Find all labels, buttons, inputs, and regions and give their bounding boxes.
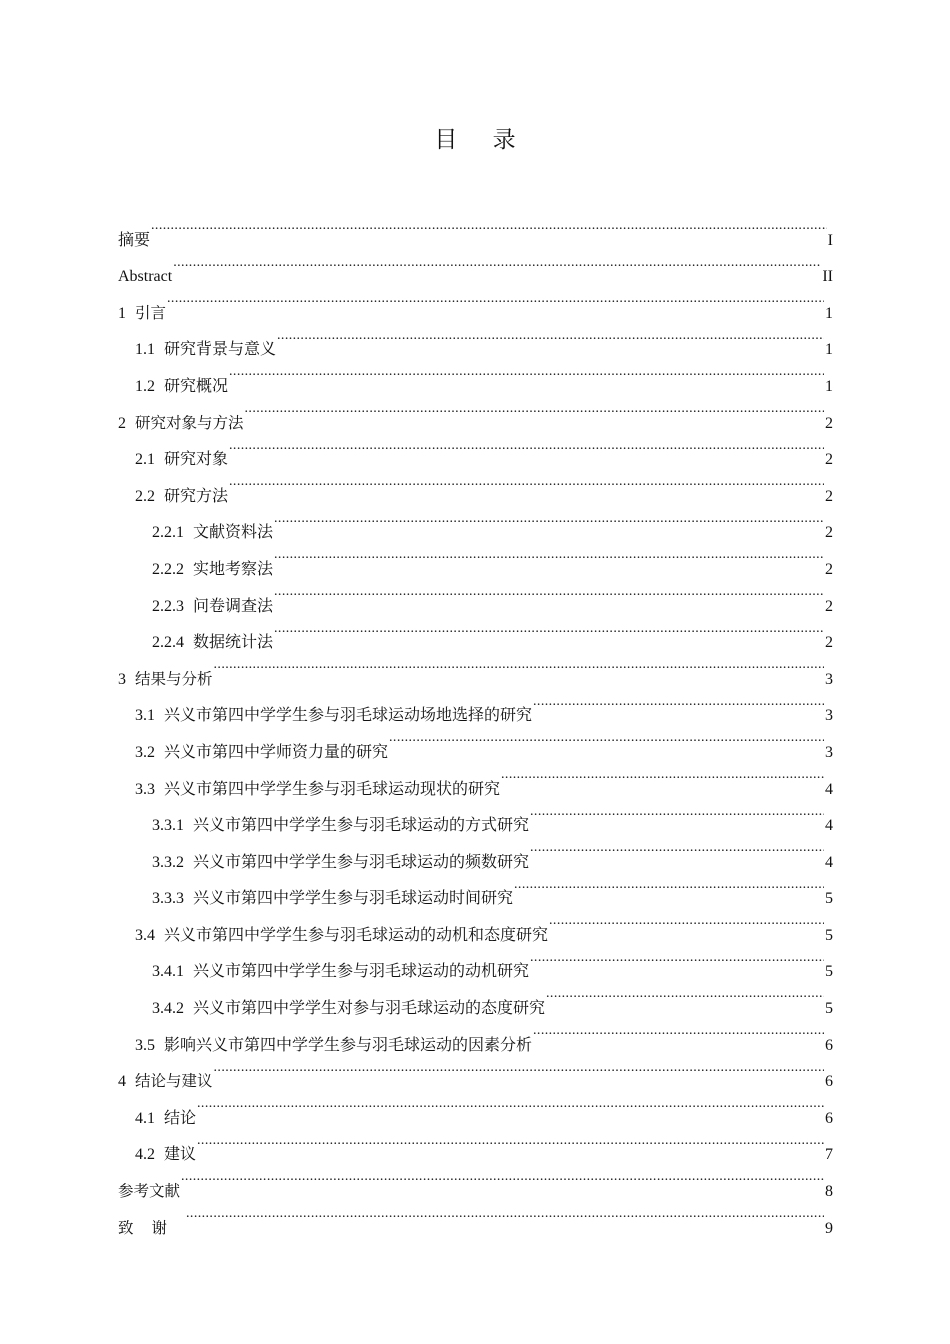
toc-entry-abstract-cn[interactable] (118, 208, 833, 249)
toc-page-number: II (822, 268, 833, 286)
toc-entry-label: 兴义市第四中学师资力量的研究 (164, 743, 389, 761)
toc-entry-label: 文献资料法 (193, 524, 274, 542)
toc-page-number: 1 (825, 341, 833, 359)
toc-entry-label: 影响兴义市第四中学学生参与羽毛球运动的因素分析 (164, 1036, 533, 1054)
toc-entry-number: 4 (118, 1073, 126, 1091)
toc-page-number: 5 (825, 926, 833, 944)
toc-entry-label: 结果与分析 (135, 669, 213, 688)
dot-leader (274, 501, 824, 538)
dot-leader (229, 354, 824, 391)
toc-page-number: 5 (825, 890, 833, 908)
toc-entry-label: 研究概况 (164, 377, 229, 395)
toc-entry-label: 数据统计法 (193, 634, 274, 652)
toc-entry-label: 研究方法 (164, 487, 229, 505)
toc-page-number: 5 (825, 1000, 833, 1018)
dot-leader (549, 903, 824, 940)
toc-entry-number: 3.4 (135, 926, 155, 944)
toc-entry-number: 1.2 (135, 377, 155, 395)
dot-leader (514, 867, 824, 904)
dot-leader (530, 794, 824, 831)
dot-leader (167, 281, 824, 318)
dot-leader (245, 391, 824, 428)
dot-leader (277, 318, 824, 355)
toc-entry-4-2[interactable] (118, 1123, 833, 1164)
toc-entry-1-1[interactable] (118, 318, 833, 359)
toc-entry-label: 兴义市第四中学学生参与羽毛球运动的动机研究 (193, 963, 530, 981)
toc-entry-number: 4.2 (135, 1146, 155, 1164)
toc-entry-label: 研究对象 (164, 451, 229, 469)
dot-leader (274, 537, 824, 574)
toc-page-number: 2 (825, 634, 833, 652)
toc-entry-number: 2.2 (135, 487, 155, 505)
toc-entry-label: Abstract (118, 268, 173, 286)
toc-page-number: 4 (825, 780, 833, 798)
toc-page-number: 7 (825, 1146, 833, 1164)
toc-entry-number: 3.1 (135, 707, 155, 725)
toc-entry-label: 结论与建议 (135, 1072, 213, 1091)
toc-entry-number: 3.2 (135, 743, 155, 761)
toc-entry-label: 兴义市第四中学学生对参与羽毛球运动的态度研究 (193, 1000, 546, 1018)
toc-page-number: 2 (825, 524, 833, 542)
toc-entry-number: 3.4.2 (152, 1000, 184, 1018)
toc-entry-number: 1.1 (135, 341, 155, 359)
toc-entry-number: 3.3.3 (152, 890, 184, 908)
toc-entry-number: 2.1 (135, 451, 155, 469)
toc-page-number: 2 (825, 487, 833, 505)
toc-entry-label: 致谢 (118, 1218, 186, 1237)
dot-leader (151, 208, 827, 245)
toc-entry-references[interactable] (118, 1159, 833, 1201)
toc-title: 目 录 (434, 127, 530, 153)
toc-entry-label: 参考文献 (118, 1182, 181, 1201)
dot-leader (173, 245, 821, 282)
dot-leader (546, 976, 824, 1013)
toc-entry-label: 摘要 (118, 231, 151, 249)
toc-page-number: 1 (825, 377, 833, 395)
dot-leader (181, 1159, 824, 1196)
dot-leader (530, 830, 824, 867)
toc-page-number: 6 (825, 1073, 833, 1091)
dot-leader (501, 757, 824, 794)
toc-entry-number: 2.2.4 (152, 634, 184, 652)
toc-entry-label: 兴义市第四中学学生参与羽毛球运动现状的研究 (164, 780, 501, 798)
toc-entry-abstract-en[interactable] (118, 245, 833, 286)
toc-page-number: I (827, 231, 833, 249)
toc-page-number: 9 (825, 1219, 833, 1237)
dot-leader (197, 1123, 824, 1160)
toc-page-number: 4 (825, 817, 833, 835)
toc-entry-4[interactable] (118, 1050, 833, 1091)
toc-page-number: 2 (825, 414, 833, 432)
toc-entry-number: 3.3 (135, 780, 155, 798)
toc-entry-number: 2.2.2 (152, 560, 184, 578)
dot-leader (533, 684, 824, 721)
toc-entry-label: 研究对象与方法 (135, 413, 244, 432)
toc-entry-label: 兴义市第四中学学生参与羽毛球运动时间研究 (193, 890, 514, 908)
toc-page-number: 8 (825, 1183, 833, 1201)
toc-entry-label: 研究背景与意义 (164, 341, 277, 359)
toc-entry-label: 实地考察法 (193, 560, 274, 578)
toc-page-number: 2 (825, 451, 833, 469)
toc-entry-3[interactable] (118, 647, 833, 688)
dot-leader (229, 428, 824, 465)
toc-entry-number: 3.4.1 (152, 963, 184, 981)
dot-leader (197, 1086, 824, 1123)
toc-entry-number: 3.5 (135, 1036, 155, 1054)
toc-entry-label: 兴义市第四中学学生参与羽毛球运动的频数研究 (193, 853, 530, 871)
toc-entry-label: 引言 (135, 303, 167, 322)
toc-entry-3-1[interactable] (118, 684, 833, 725)
toc-entry-label: 兴义市第四中学学生参与羽毛球运动的方式研究 (193, 817, 530, 835)
dot-leader (274, 611, 824, 648)
toc-entry-number: 4.1 (135, 1109, 155, 1127)
toc-page-number: 1 (825, 304, 833, 322)
toc-entry-label: 结论 (164, 1109, 197, 1127)
dot-leader (389, 720, 824, 757)
toc-page-number: 2 (825, 560, 833, 578)
toc-entry-number: 3 (118, 670, 126, 688)
toc-entry-1[interactable] (118, 281, 833, 322)
table-of-contents (118, 208, 833, 1237)
toc-entry-number: 2.2.1 (152, 524, 184, 542)
toc-entry-label: 问卷调查法 (193, 597, 274, 615)
toc-page-number: 2 (825, 597, 833, 615)
toc-entry-number: 3.3.2 (152, 853, 184, 871)
toc-entry-number: 3.3.1 (152, 817, 184, 835)
toc-page-number: 4 (825, 853, 833, 871)
toc-entry-acknowledgements[interactable] (118, 1196, 833, 1237)
toc-page-number: 3 (825, 707, 833, 725)
dot-leader (214, 647, 824, 684)
dot-leader (214, 1050, 824, 1087)
dot-leader (533, 1013, 824, 1050)
toc-entry-number: 2 (118, 414, 126, 432)
toc-entry-number: 1 (118, 304, 126, 322)
toc-entry-label: 兴义市第四中学学生参与羽毛球运动的动机和态度研究 (164, 926, 549, 944)
dot-leader (186, 1196, 824, 1233)
toc-page-number: 3 (825, 670, 833, 688)
toc-entry-number: 2.2.3 (152, 597, 184, 615)
dot-leader (229, 464, 824, 501)
toc-page-number: 6 (825, 1036, 833, 1054)
toc-page-number: 5 (825, 963, 833, 981)
toc-entry-label: 兴义市第四中学学生参与羽毛球运动场地选择的研究 (164, 707, 533, 725)
toc-entry-label: 建议 (164, 1146, 197, 1164)
toc-page-number: 6 (825, 1109, 833, 1127)
toc-entry-4-1[interactable] (118, 1086, 833, 1127)
dot-leader (530, 940, 824, 977)
dot-leader (274, 574, 824, 611)
toc-page-number: 3 (825, 743, 833, 761)
